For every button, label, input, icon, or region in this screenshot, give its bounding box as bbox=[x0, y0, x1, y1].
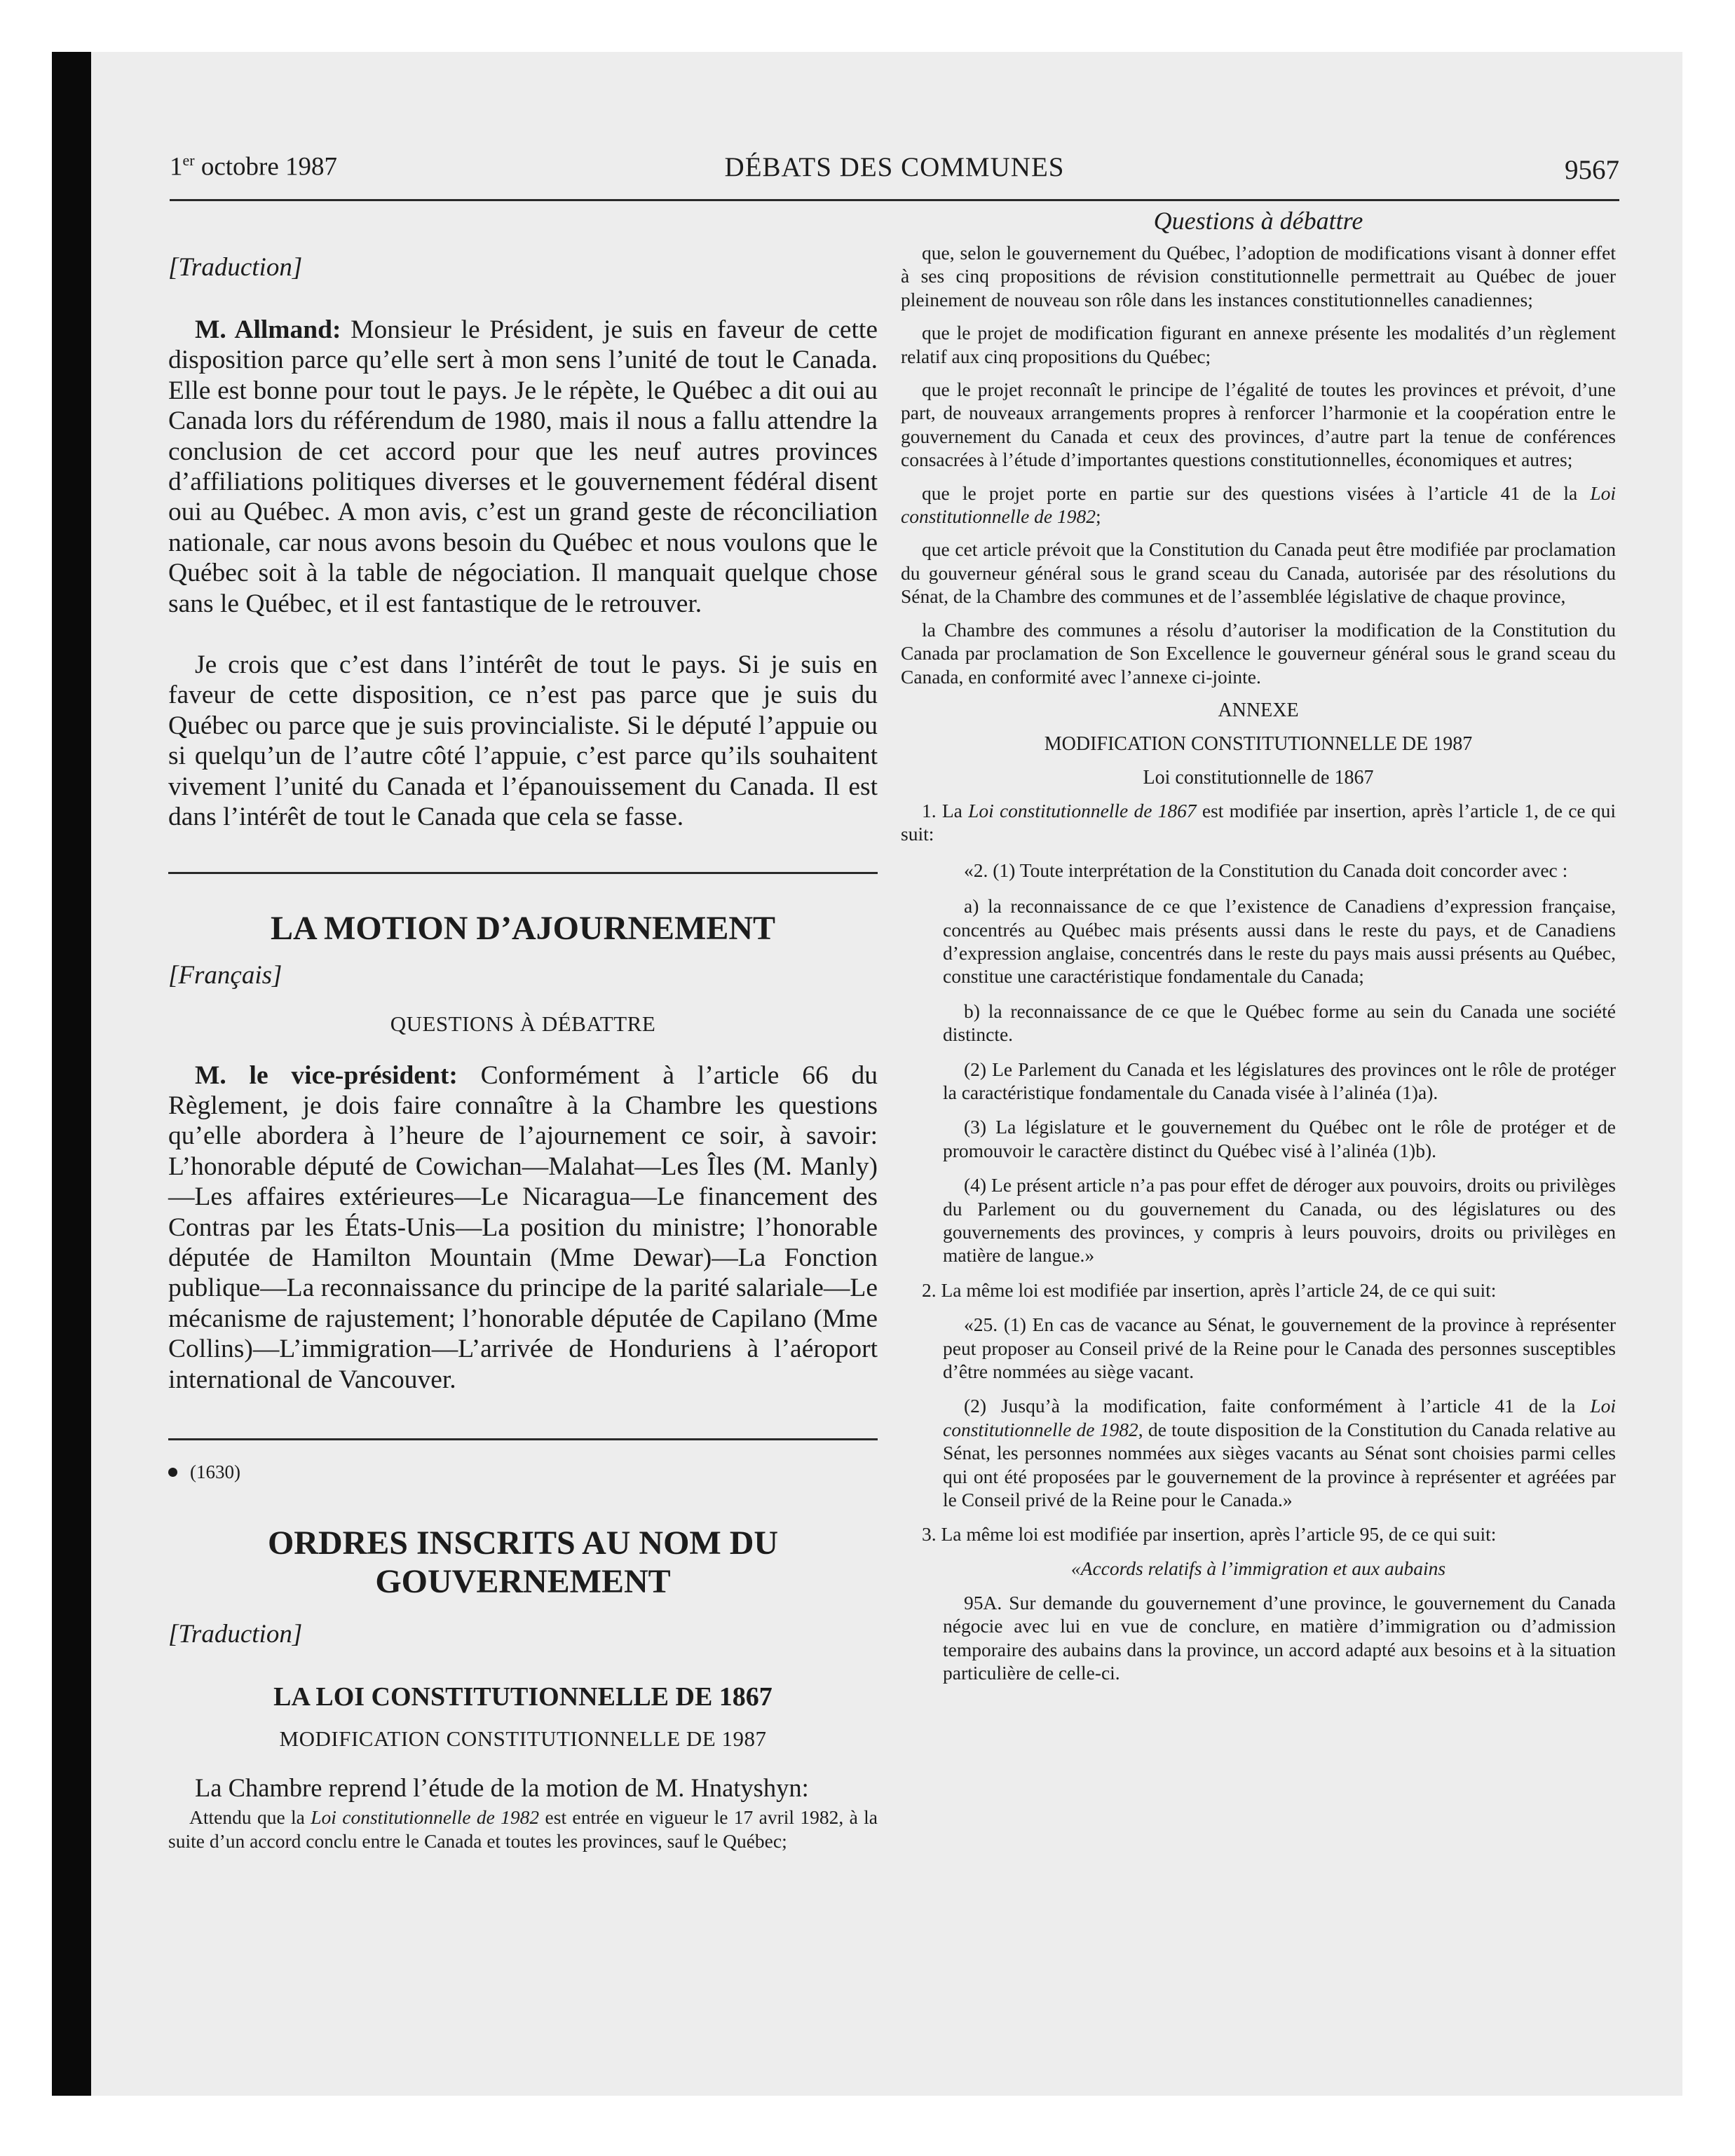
ordres-title-line-1: ORDRES INSCRITS AU NOM DU bbox=[267, 1524, 779, 1562]
whereas-4-end: ; bbox=[1096, 505, 1101, 528]
vice-president-paragraph bbox=[168, 1060, 878, 1395]
francais-note: [Français] bbox=[168, 960, 283, 990]
allmand-text: Monsieur le Président, je suis en faveur de cette disposition parce qu’elle sert à mon sens l’unité de tout le Canada. Elle est bonne pour tout le pays. Je le répète, le Québec a dit oui au Canada lors du référendum de 1980, mais il nous a fallu attendre la conclusion de cet accord pour que les neuf autres provinces d’affiliations politiques diverses et le gouvernement fédéral disent oui au Québec. A mon avis, c’est un grand geste de réconciliation nationale, car nous avons besoin du Québec et nous voulons que le Québec soit à la table de négociation. Il manquait quelque chose sans le Québec, et il est fantastique de le retrouver. bbox=[168, 315, 878, 618]
whereas-4-law-name: Loi constitutionnelle de 1982 bbox=[901, 482, 1616, 528]
header-date-rest: octobre 1987 bbox=[194, 152, 338, 182]
article-2-paragraph: 2. La même loi est modifiée par insertion, après l’article 24, de ce qui suit: bbox=[922, 1278, 1497, 1301]
document-page bbox=[91, 52, 1682, 2096]
whereas-1: que, selon le gouvernement du Québec, l’adoption de modifications visant à donner effet à ses cinq propositions de révision constitutionnelle permettrait au Québec de jouer pleinement de nouveau son rôle dans les instances constitutionnelles canadiennes; bbox=[901, 242, 1616, 311]
annexe-title: MODIFICATION CONSTITUTIONNELLE DE 1987 bbox=[1044, 732, 1473, 755]
reprise-line: La Chambre reprend l’étude de la motion de M. Hnatyshyn: bbox=[195, 1773, 809, 1802]
article-1-paragraph bbox=[901, 799, 1616, 846]
annexe-subtitle: Loi constitutionnelle de 1867 bbox=[1143, 766, 1374, 789]
time-marker bbox=[168, 1461, 878, 1483]
scan-border bbox=[52, 52, 91, 2096]
ordres-title bbox=[168, 1524, 878, 1601]
whereas-4-text: que le projet porte en partie sur des questions visées à l’article 41 de la bbox=[922, 482, 1591, 504]
motion-title: LA MOTION D’AJOURNEMENT bbox=[270, 909, 776, 947]
attendu-text-1: Attendu que la bbox=[189, 1806, 311, 1829]
speaker-allmand: M. Allmand: bbox=[195, 315, 341, 344]
article-1-law-name: Loi constitutionnelle de 1867 bbox=[968, 799, 1197, 821]
whereas-3: que le projet reconnaît le principe de l’égalité de toutes les provinces et prévoit, d’une part, de nouveaux arrangements propres à renforcer l’harmonie et la coopération entre le gouvernement du Canada et ceux des provinces, d’autre part la tenue de conférences consacrées à l’étude d’importantes questions constitutionnelles, économiques et autres; bbox=[901, 378, 1616, 471]
whereas-5: que cet article prévoit que la Constitution du Canada peut être modifiée par proclamation du gouverneur général sous le grand sceau du Canada, autorisée par des résolutions du Sénat, de la Chambre des communes et de l’assemblée législative de chaque province, bbox=[901, 538, 1616, 608]
speaker-vice-president: M. le vice-président: bbox=[195, 1060, 458, 1090]
article-1-end: est modifiée par insertion, après l’article 1, de ce qui suit: bbox=[901, 799, 1616, 845]
ordres-title-line-2: GOUVERNEMENT bbox=[375, 1562, 671, 1600]
section-2-3: (3) La législature et le gouvernement du Québec ont le rôle de protéger et de promouvoir le caractère distinct du Québec visé à l’alinéa (1)b). bbox=[943, 1116, 1616, 1161]
section-25-2-end: , de toute disposition de la Constitution du Canada relative au Sénat, les personnes nommées aux sièges vacants au Sénat sont choisies parmi celles qui ont été proposées par le gouvernement de la province à représenter et agréées par le Conseil privé de la Reine pour le Canada.» bbox=[943, 1418, 1616, 1511]
left-column bbox=[168, 233, 878, 1853]
section-divider bbox=[168, 1438, 878, 1440]
header-date-sup: er bbox=[182, 151, 195, 169]
attendu-text-2: est entrée en vigueur le 17 avril 1982, à la suite d’un accord conclu entre le Canada et toutes les provinces, sauf le Québec; bbox=[168, 1806, 878, 1852]
traduction-note: [Traduction] bbox=[168, 253, 303, 282]
section-95a: 95A. Sur demande du gouvernement d’une province, le gouvernement du Canada négocie avec lui en vue de conclure, en matière d’immigration ou d’admission temporaire des aubains dans la province, un accord adapté aux besoins et à la situation particulière de celle-ci. bbox=[943, 1591, 1616, 1684]
allmand-paragraph bbox=[168, 315, 878, 619]
right-heading: Questions à débattre bbox=[1153, 207, 1363, 235]
page-header bbox=[170, 151, 1619, 201]
section-2-1-a: a) la reconnaissance de ce que l’existence de Canadiens d’expression française, concentrés au Québec mais présents aussi dans le reste du pays, et de Canadiens d’expression anglaise, concentrés dans le reste du pays mais aussi présents au Québec, constitue une caractéristique fondamentale du Canada; bbox=[943, 895, 1616, 988]
resolution-paragraph: la Chambre des communes a résolu d’autoriser la modification de la Constitution du Canada par proclamation de Son Excellence le gouverneur général sous le grand sceau du Canada, en conformité avec l’annexe ci-jointe. bbox=[901, 618, 1616, 688]
section-divider bbox=[168, 872, 878, 874]
header-title: DÉBATS DES COMMUNES bbox=[724, 152, 1065, 182]
modification-title: MODIFICATION CONSTITUTIONNELLE DE 1987 bbox=[279, 1726, 767, 1751]
section-25-2-law-name: Loi constitutionnelle de 1982 bbox=[943, 1395, 1616, 1440]
time-marker-text: (1630) bbox=[190, 1461, 240, 1482]
allmand-paragraph-2: Je crois que c’est dans l’intérêt de tout le pays. Si je suis en faveur de cette disposition, ce n’est pas parce que je suis du Québec ou parce que je suis provincialiste. Si le député l’appuie ou si quelqu’un de l’autre côté l’appuie, c’est parce qu’ils souhaitent vivement l’unité du Canada et l’épanouissement du Canada. Il est dans l’intérêt de tout le Canada que cela se fasse. bbox=[168, 650, 878, 832]
header-page-number: 9567 bbox=[1565, 155, 1619, 185]
traduction-note-2: [Traduction] bbox=[168, 1619, 303, 1649]
article-1-text: 1. La bbox=[922, 799, 969, 821]
section-25-2-text: (2) Jusqu’à la modification, faite conformément à l’article 41 de la bbox=[964, 1395, 1591, 1417]
whereas-2: que le projet de modification figurant en annexe présente les modalités d’un règlement relatif aux cinq propositions du Québec; bbox=[901, 322, 1616, 367]
vice-president-text: Conformément à l’article 66 du Règlement, je dois faire connaître à la Chambre les questions qu’elle abordera à l’heure de l’ajournement ce soir, à savoir: L’honorable député de Cowichan—Malahat—Les Îles (M. Manly)—Les affaires extérieures—Le Nicaragua—Le financement des Contras par les États-Unis—La position du ministre; l’honorable députée de Hamilton Mountain (Mme Dewar)—La Fonction publique—La reconnaissance du principe de la parité salariale—Le mécanisme de rajustement; l’honorable députée de Capilano (Mme Collins)—L’immigration—L’arrivée de Honduriens à l’aéroport international de Vancouver. bbox=[168, 1060, 878, 1394]
questions-title: QUESTIONS À DÉBATTRE bbox=[390, 1011, 656, 1036]
attendu-paragraph bbox=[168, 1806, 878, 1853]
section-25-2 bbox=[943, 1394, 1616, 1511]
loi-title: LA LOI CONSTITUTIONNELLE DE 1867 bbox=[273, 1681, 773, 1712]
right-column bbox=[901, 206, 1616, 1685]
bullet-icon bbox=[168, 1468, 177, 1477]
section-2-2: (2) Le Parlement du Canada et les législatures des provinces ont le rôle de protéger la caractéristique fondamentale du Canada visée à l’alinéa (1)a). bbox=[943, 1058, 1616, 1103]
section-2-1-b: b) la reconnaissance de ce que le Québec forme au sein du Canada une société distincte. bbox=[943, 999, 1616, 1046]
section-2-1: «2. (1) Toute interprétation de la Constitution du Canada doit concorder avec : bbox=[964, 859, 1568, 881]
section-25-1: «25. (1) En cas de vacance au Sénat, le gouvernement de la province à représenter peut proposer au Conseil privé de la Reine pour le Canada des personnes susceptibles d’être nommées au siège vacant. bbox=[943, 1314, 1616, 1383]
section-2-4: (4) Le présent article n’a pas pour effet de déroger aux pouvoirs, droits ou privilèges du Parlement ou du gouvernement du Canada, ou des législatures ou des gouvernements des provinces, y compris à leurs pouvoirs, droits ou privilèges en matière de langue.» bbox=[943, 1174, 1616, 1267]
article-3-paragraph: 3. La même loi est modifiée par insertion, après l’article 95, de ce qui suit: bbox=[922, 1523, 1497, 1546]
whereas-4 bbox=[901, 482, 1616, 528]
attendu-law-name: Loi constitutionnelle de 1982 bbox=[311, 1806, 540, 1829]
header-date-day: 1 bbox=[170, 152, 183, 182]
immigration-heading: «Accords relatifs à l’immigration et aux aubains bbox=[1070, 1557, 1446, 1579]
annexe-label: ANNEXE bbox=[1218, 699, 1299, 721]
